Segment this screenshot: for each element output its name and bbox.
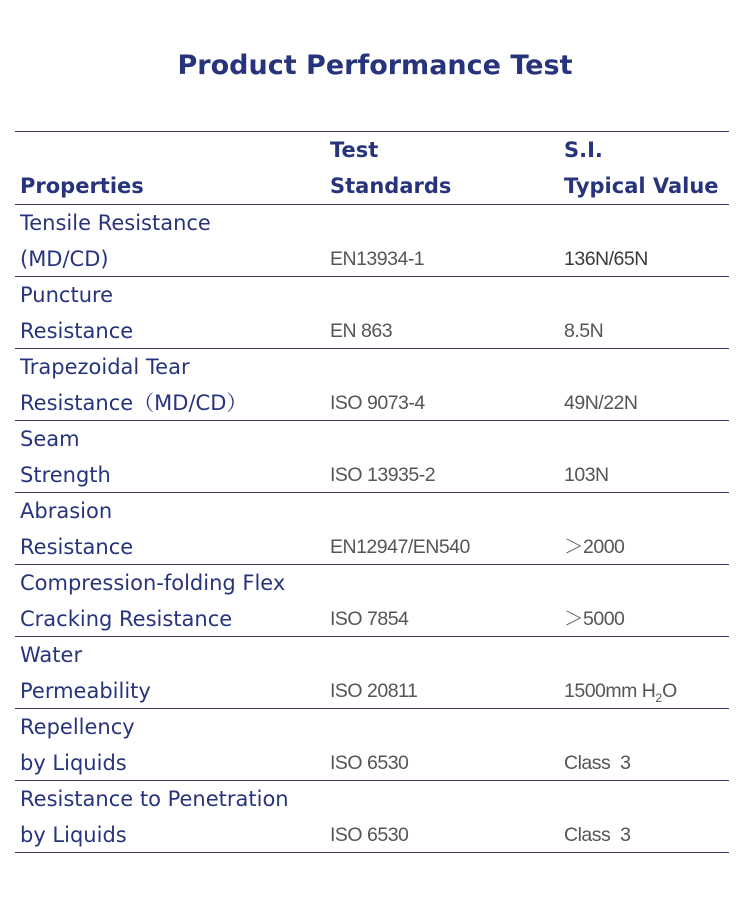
property-cell	[20, 205, 325, 277]
standard-cell: ISO 6530	[330, 824, 409, 846]
value-main: 1500mm H	[564, 680, 656, 702]
table-row	[15, 781, 729, 853]
standard-cell: ISO 20811	[330, 680, 418, 702]
property-line: Abrasion	[20, 499, 113, 523]
header-test-standards	[330, 132, 451, 204]
property-line: Permeability	[20, 679, 151, 703]
property-cell	[20, 709, 325, 781]
table-row	[15, 349, 729, 421]
property-line: Cracking Resistance	[20, 607, 233, 631]
standard-cell: EN 863	[330, 320, 393, 342]
property-line: Repellency	[20, 715, 135, 739]
property-line: Compression-folding Flex	[20, 571, 286, 595]
value-cell: 49N/22N	[564, 392, 638, 414]
property-line: Water	[20, 643, 83, 667]
header-test-standards-line-1: Test	[330, 138, 379, 162]
header-test-standards-line-2: Standards	[330, 174, 452, 198]
header-si-line-2: Typical Value	[564, 174, 719, 198]
property-cell	[20, 349, 325, 421]
performance-table	[15, 131, 729, 853]
value-cell: 136N/65N	[564, 248, 648, 270]
property-cell	[20, 781, 325, 853]
standard-cell: ISO 6530	[330, 752, 409, 774]
value-cell: Class 3	[564, 752, 631, 774]
property-cell	[20, 421, 325, 493]
standard-cell: ISO 7854	[330, 608, 409, 630]
standard-cell: EN13934-1	[330, 248, 425, 270]
header-si-typical-value	[564, 132, 719, 204]
property-cell	[20, 493, 325, 565]
header-properties: Properties	[20, 174, 144, 198]
table-row	[15, 421, 729, 493]
value-subscript: 2	[655, 691, 663, 705]
property-line: Resistance	[20, 319, 134, 343]
property-line: Tensile Resistance	[20, 211, 211, 235]
table-row	[15, 493, 729, 565]
property-line: Resistance to Penetration	[20, 787, 289, 811]
property-line: Resistance	[20, 535, 134, 559]
table-row	[15, 637, 729, 709]
value-tail: O	[662, 680, 677, 702]
property-line: (MD/CD)	[20, 247, 109, 271]
value-cell: 8.5N	[564, 320, 604, 342]
table-row	[15, 565, 729, 637]
property-line: Seam	[20, 427, 80, 451]
property-line: Puncture	[20, 283, 114, 307]
value-cell: ＞2000	[564, 536, 625, 558]
property-cell	[20, 637, 325, 709]
standard-cell: EN12947/EN540	[330, 536, 470, 558]
standard-cell: ISO 13935-2	[330, 464, 436, 486]
property-line: Trapezoidal Tear	[20, 355, 190, 379]
property-cell	[20, 565, 325, 637]
value-cell: Class 3	[564, 824, 631, 846]
header-si-line-1: S.I.	[564, 138, 603, 162]
property-line: Strength	[20, 463, 111, 487]
page-title: Product Performance Test	[177, 50, 573, 81]
table-header-row	[15, 132, 729, 205]
value-cell: 103N	[564, 464, 609, 486]
property-line: by Liquids	[20, 751, 127, 775]
table-row	[15, 277, 729, 349]
property-line: Resistance（MD/CD）	[20, 391, 248, 415]
table-row	[15, 205, 729, 277]
property-cell	[20, 277, 325, 349]
standard-cell: ISO 9073-4	[330, 392, 425, 414]
property-line: by Liquids	[20, 823, 127, 847]
value-cell: ＞5000	[564, 608, 625, 630]
table-row	[15, 709, 729, 781]
